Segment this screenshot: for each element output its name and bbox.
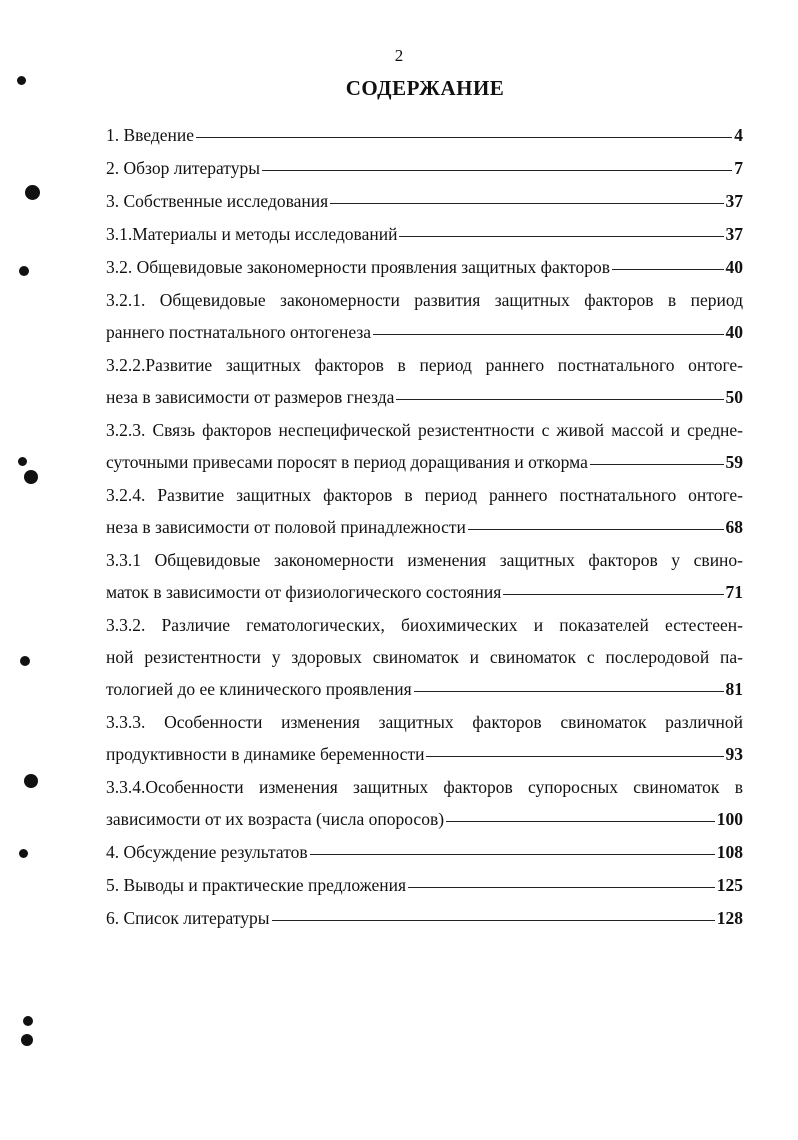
toc-entry-last-line [106, 906, 743, 930]
toc-entry-text: 3. Собственные исследования [106, 191, 329, 211]
toc-page-number: 40 [725, 322, 743, 342]
punch-hole-mark [21, 1034, 33, 1046]
toc-entry-last-line [106, 873, 743, 897]
toc-page-number: 71 [725, 582, 743, 602]
toc-page-number: 128 [716, 908, 743, 928]
toc-leader-line [330, 203, 723, 204]
toc-entry [106, 255, 743, 279]
toc-entry-text-line: ной резистентности у здоровых свиноматок и свиноматок с послеродовой па- [106, 647, 743, 667]
toc-entry [106, 156, 743, 180]
toc-page-number: 40 [725, 257, 743, 277]
toc-entry-text: зависимости от их возраста (числа опоросов) [106, 809, 445, 829]
toc-entry-last-line [106, 385, 743, 409]
toc-entry-text: 4. Обсуждение результатов [106, 842, 308, 862]
toc-entry-text: 5. Выводы и практические предложения [106, 875, 407, 895]
toc-entry-text: 2. Обзор литературы [106, 158, 260, 178]
toc-leader-line [272, 920, 715, 921]
toc-entry-text-line: 3.2.4. Развитие защитных факторов в период раннего постнатального онтоге- [106, 485, 743, 505]
toc-leader-line [399, 236, 723, 237]
toc-entry-text: раннего постнатального онтогенеза [106, 322, 372, 342]
punch-hole-mark [19, 849, 28, 858]
toc-entry-text: неза в зависимости от половой принадлежности [106, 517, 466, 537]
toc-entry-last-line [106, 515, 743, 539]
toc-entry [106, 710, 743, 766]
toc-entry-last-line [106, 156, 743, 180]
toc-entry-last-line [106, 742, 743, 766]
toc-entry [106, 775, 743, 831]
toc-page-number: 37 [725, 224, 743, 244]
toc-leader-line [446, 821, 715, 822]
toc-entry [106, 548, 743, 604]
toc-entry-text: маток в зависимости от физиологического состояния [106, 582, 502, 602]
toc-entry-text: неза в зависимости от размеров гнезда [106, 387, 395, 407]
toc-entry [106, 873, 743, 897]
toc-entry-text: тологией до ее клинического проявления [106, 679, 412, 699]
toc-entry [106, 189, 743, 213]
punch-hole-mark [25, 185, 40, 200]
toc-leader-line [262, 170, 732, 171]
toc-entry-last-line [106, 580, 743, 604]
toc-entry-last-line [106, 222, 743, 246]
toc-entry-text: 3.1.Материалы и методы исследований [106, 224, 398, 244]
toc-leader-line [373, 334, 723, 335]
table-of-contents [106, 123, 743, 939]
toc-entry [106, 353, 743, 409]
toc-leader-line [408, 887, 715, 888]
toc-leader-line [590, 464, 724, 465]
toc-page-number: 7 [734, 158, 743, 178]
toc-entry-text-line: 3.3.3. Особенности изменения защитных факторов свиноматок различной [106, 712, 743, 732]
punch-hole-mark [24, 470, 38, 484]
toc-entry-last-line [106, 320, 743, 344]
toc-entry-text: 6. Список литературы [106, 908, 270, 928]
toc-entry [106, 222, 743, 246]
toc-entry-last-line [106, 450, 743, 474]
toc-page-number: 68 [725, 517, 743, 537]
toc-leader-line [612, 269, 724, 270]
toc-entry-text: 1. Введение [106, 125, 195, 145]
toc-leader-line [503, 594, 723, 595]
toc-page-number: 37 [725, 191, 743, 211]
toc-entry-last-line [106, 840, 743, 864]
toc-entry-text-line: 3.2.3. Связь факторов неспецифической резистентности с живой массой и средне- [106, 420, 743, 440]
toc-leader-line [396, 399, 723, 400]
toc-entry [106, 288, 743, 344]
toc-leader-line [414, 691, 724, 692]
punch-hole-mark [18, 457, 27, 466]
page-title: СОДЕРЖАНИЕ [345, 76, 505, 100]
toc-entry-text-line: 3.2.2.Развитие защитных факторов в период раннего постнатального онтоге- [106, 355, 743, 375]
punch-hole-mark [17, 76, 26, 85]
toc-entry-text-line: 3.3.4.Особенности изменения защитных факторов супоросных свиноматок в [106, 777, 743, 797]
toc-page-number: 125 [716, 875, 743, 895]
toc-entry-text: суточными привесами поросят в период доращивания и откорма [106, 452, 588, 472]
toc-leader-line [468, 529, 724, 530]
toc-page-number: 100 [716, 809, 743, 829]
toc-entry-text: 3.2. Общевидовые закономерности проявления защитных факторов [106, 257, 610, 277]
toc-entry-text-line: 3.3.1 Общевидовые закономерности изменения защитных факторов у свино- [106, 550, 743, 570]
toc-entry-last-line [106, 123, 743, 147]
toc-page-number: 81 [725, 679, 743, 699]
toc-entry-last-line [106, 255, 743, 279]
toc-entry [106, 906, 743, 930]
toc-entry-text-line: 3.3.2. Различие гематологических, биохимических и показателей естестеен- [106, 615, 743, 635]
toc-entry-last-line [106, 189, 743, 213]
toc-entry-text-line: 3.2.1. Общевидовые закономерности развития защитных факторов в период [106, 290, 743, 310]
toc-entry-last-line [106, 677, 743, 701]
toc-page-number: 50 [725, 387, 743, 407]
toc-leader-line [196, 137, 732, 138]
toc-entry [106, 840, 743, 864]
toc-entry-text: продуктивности в динамике беременности [106, 744, 425, 764]
toc-page-number: 93 [725, 744, 743, 764]
punch-hole-mark [19, 266, 29, 276]
toc-entry [106, 613, 743, 701]
toc-page-number: 108 [716, 842, 743, 862]
punch-hole-mark [24, 774, 38, 788]
toc-page-number: 4 [734, 125, 743, 145]
punch-hole-mark [20, 656, 30, 666]
toc-entry [106, 418, 743, 474]
toc-leader-line [310, 854, 715, 855]
toc-entry-last-line [106, 807, 743, 831]
page-number: 2 [394, 46, 404, 65]
toc-entry [106, 483, 743, 539]
punch-hole-mark [23, 1016, 33, 1026]
toc-leader-line [426, 756, 723, 757]
toc-page-number: 59 [725, 452, 743, 472]
toc-entry [106, 123, 743, 147]
